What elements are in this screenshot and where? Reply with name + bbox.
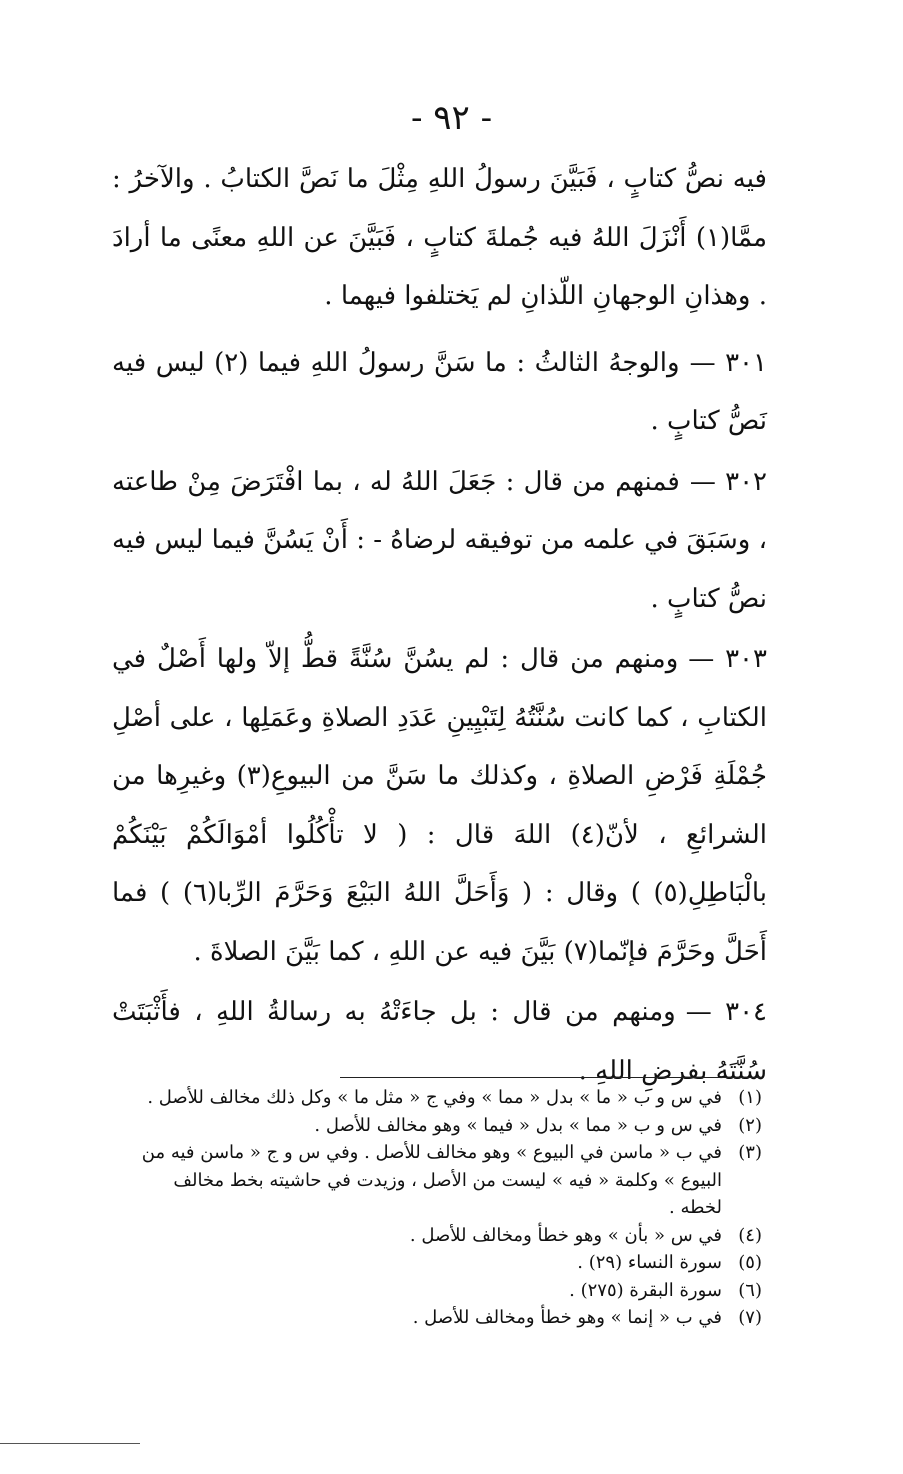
footnote-text: في س و ب « ما » بدل « مما » وفي ج « مثل ما » وكل ذلك مخالف للأصل . xyxy=(147,1087,722,1108)
footnote xyxy=(130,1277,762,1305)
footnote xyxy=(130,1304,762,1332)
page-number: - ٩٢ - xyxy=(410,98,493,138)
paragraph-text: ومنهم من قال : بل جاءَتْهُ به رسالةُ اللهِ ، فأَثْبَتَتْ سُنَّتَهُ بفرضِ اللهِ . xyxy=(112,997,767,1086)
paragraph-304 xyxy=(112,983,767,1100)
paragraph-number: ٣٠١ — xyxy=(689,347,767,378)
paragraph-continuation xyxy=(112,150,767,326)
footnote-mark: (٦) xyxy=(738,1279,762,1301)
scan-edge-line xyxy=(0,1443,140,1444)
footnote-text: سورة البقرة (٢٧٥) . xyxy=(569,1279,722,1301)
footnote xyxy=(130,1139,762,1222)
paragraph-text: فيه نصُّ كتابٍ ، فَبَيَّنَ رسولُ اللهِ مِثْلَ ما نَصَّ الكتابُ . والآخرُ : ممَّا(١) أَنْزَلَ اللهُ فيه جُملةَ كتابٍ ، فَبَيَّنَ عن اللهِ معنًى ما أرادَ . وهذانِ الوجهانِ اللّذانِ لم يَختلفوا فيهما . xyxy=(112,164,767,311)
paragraph-number: ٣٠٤ — xyxy=(685,997,768,1027)
main-text xyxy=(112,150,767,1102)
footnote-text: في س و ب « مما » بدل « فيما » وهو مخالف للأصل . xyxy=(314,1114,722,1136)
footnote-mark: (٢) xyxy=(738,1114,762,1136)
paragraph-301 xyxy=(112,334,767,451)
footnote-divider xyxy=(340,1077,762,1078)
footnote xyxy=(130,1249,762,1277)
footnote-text: سورة النساء (٢٩) . xyxy=(577,1252,722,1273)
footnote-text: في س « بأن » وهو خطأ ومخالف للأصل . xyxy=(409,1224,722,1246)
paragraph-number: ٣٠٣ — xyxy=(688,644,767,674)
footnote-mark: (٧) xyxy=(738,1307,762,1328)
footnote-mark: (٥) xyxy=(738,1252,762,1273)
footnote-mark: (٤) xyxy=(738,1224,762,1246)
paragraph-number: ٣٠٢ — xyxy=(689,466,768,497)
paragraph-303 xyxy=(112,630,767,981)
paragraph-302 xyxy=(112,453,767,629)
paragraph-text: فمنهم من قال : جَعَلَ اللهُ له ، بما افْتَرَضَ مِنْ طاعته ، وسَبَقَ في علمه من توفيقه لرضاهُ - : أَنْ يَسُنَّ فيما ليس فيه نصُّ كتابٍ . xyxy=(112,466,767,614)
footnote-text: في ب « ماسن في البيوع » وهو مخالف للأصل . وفي س و ج « ماسن فيه من البيوع » وكلمة « فيه » ليست من الأصل ، وزيدت في حاشيته بخط مخالف لخطه . xyxy=(141,1142,722,1218)
paragraph-text: ومنهم من قال : لم يسُنَّ سُنَّةً قطُّ إلاّ ولها أَصْلٌ في الكتابِ ، كما كانت سُنَّتُهُ لِتَبْيِينِ عَدَدِ الصلاةِ وعَمَلِها ، على أصْلِ جُمْلَةِ فَرْضِ الصلاةِ ، وكذلك ما سَنَّ من البيوعِ(٣) وغيرِها من الشرائعِ ، لأنّ(٤) اللهَ قال : ( لا تأْكُلُوا أمْوَالَكُمْ بَيْنَكُمْ بالْبَاطِلِ(٥) ) وقال : ( وَأَحَلَّ اللهُ البَيْعَ وَحَرَّمَ الرِّبا(٦) ) فما أَحَلَّ وحَرَّمَ فإنّما(٧) بَيَّنَ فيه عن اللهِ ، كما بَيَّنَ الصلاةَ . xyxy=(112,644,767,967)
paragraph-text: والوجهُ الثالثُ : ما سَنَّ رسولُ اللهِ فيما (٢) ليس فيه نَصُّ كتابٍ . xyxy=(112,347,767,436)
footnote-text: في ب « إنما » وهو خطأ ومخالف للأصل . xyxy=(412,1307,722,1328)
footnote xyxy=(130,1222,762,1250)
footnote-mark: (٣) xyxy=(738,1142,762,1163)
footnotes xyxy=(130,1084,762,1332)
footnote-mark: (١) xyxy=(738,1087,762,1108)
footnote xyxy=(130,1112,762,1140)
footnote xyxy=(130,1084,762,1112)
